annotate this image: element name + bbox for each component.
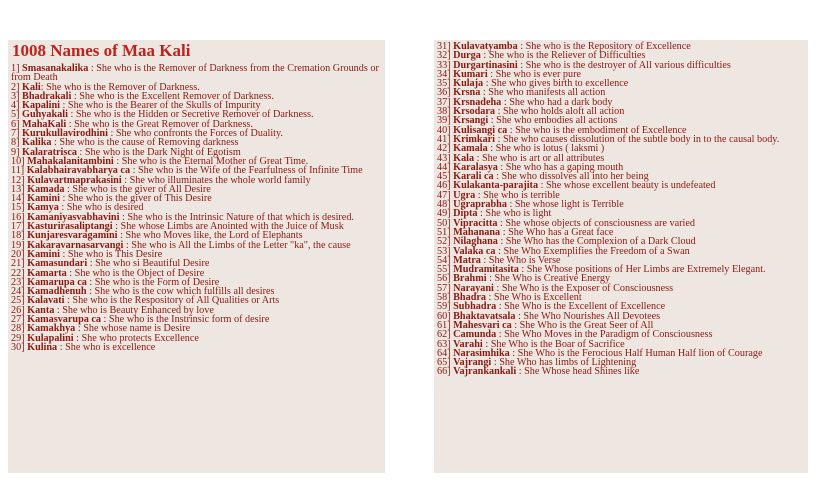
entry-number: 48] [437,199,451,211]
right-column [434,40,808,473]
entry-number: 9] [11,146,20,158]
entry-description: : She Who is the Excellent of Excellence [496,301,666,313]
entry-name: Kumari [453,68,488,80]
entry-description: : She who is desired [58,202,144,214]
entry-description: : She who is the giver of All Desire [64,183,211,195]
entry-description: : She Who Nourishes All Devotees [515,310,661,322]
entry-description: : She who is light [477,208,552,220]
entry-name: Krsangi [453,115,489,127]
entry-number: 52] [437,236,451,248]
entry-name: Brahmi [453,273,487,285]
entry-name: Kamasundari [27,258,88,270]
entry-name: Kakaravarnasarvangi [27,239,124,251]
entry-name: Kamala [453,143,488,155]
entry-number: 63] [437,338,451,350]
entry-name: Kulisangi ca [453,124,508,136]
entry-number: 64] [437,347,451,359]
entry-name: Mahesvari ca [453,319,512,331]
entry-name: Durga [453,50,481,62]
entry-description: : She Who is the Ferocious Half Human Half lion of Courage [509,347,763,359]
left-column [8,40,385,473]
entry-description: : She who embodies all actions [488,115,618,127]
entry-name: Kulapalini [27,332,74,344]
entry-name: Kamini [27,248,60,260]
entry-name: Kalavati [27,295,65,307]
entry-number: 65] [437,357,451,369]
entry-number: 44] [437,161,451,173]
entry-name: Kamarupa ca [27,276,87,288]
entry-description: : She who is the Instrinsic form of desire [101,314,270,326]
entry-description: : She Who is Excellent [485,292,582,304]
entry-name: Mahakalanitambini [27,155,114,167]
entry-name: Karali ca [453,171,494,183]
entry-name: Camunda [453,329,497,341]
entry-description: : She who is the cow which fulfills all desires [86,286,275,298]
entry-description: : She who confronts the Forces of Duality. [107,128,283,140]
entry-number: 51] [437,226,451,238]
entry-name: Varahi [453,338,483,350]
entry-name: Matra [453,254,481,266]
entry-number: 33] [437,59,451,71]
entry-name: Subhadra [453,301,497,313]
entry-description: : She who is This Desire [59,248,163,260]
entry-description: : She Who Moves in the Paradigm of Consciousness [496,329,713,341]
entry-description: : She who is ever pure [487,68,582,80]
entry-number: 36] [437,87,451,99]
entry-description: : She who is terrible [475,189,560,201]
entry-number: 22] [11,267,25,279]
name-entry [437,367,808,376]
entry-number: 27] [11,314,25,326]
entry-description: : She Who has the Complexion of a Dark Cloud [497,236,696,248]
entry-description: : She who holds aloft all action [495,106,625,118]
entry-name: Valaka ca [453,245,496,257]
entry-name: Vajrankankali [453,366,517,378]
entry-name: Kanta [27,304,55,316]
entry-number: 41] [437,133,451,145]
entry-description: : She who dissolves all into her being [493,171,649,183]
entry-number: 45] [437,171,451,183]
entry-description: : She who illuminates the whole world family [121,174,311,186]
entry-description: : She Who is Creative Energy [486,273,611,285]
entry-name: Vipracitta [453,217,498,229]
entry-number: 66] [437,366,451,378]
entry-number: 61] [437,319,451,331]
entry-description: : She whose Limbs are Anointed with the Juice of Musk [112,221,344,233]
entry-description: : She who is the Form of Desire [86,276,220,288]
entry-number: 21] [11,258,25,270]
entry-description: : She whose objects of consciousness are varied [497,217,695,229]
entry-name: Narayani [453,282,494,294]
entry-number: 37] [437,96,451,108]
entry-name: Kasturirasaliptangi [27,221,113,233]
entry-description: : She who is the Great Remover of Darkness. [66,118,253,130]
entry-number: 57] [437,282,451,294]
entry-description: : She who is the Excellent Remover of Darkness. [71,90,274,102]
entry-name: Kali [22,81,41,93]
entry-number: 23] [11,276,25,288]
entry-number: 4] [11,100,20,112]
entry-number: 39] [437,115,451,127]
entry-name: Kamadhenuh [27,286,87,298]
entry-description: : She Who is the Boar of Sacrifice [482,338,625,350]
entry-name: Kamasvarupa ca [27,314,101,326]
entry-name: Ugraprabha [453,199,507,211]
entry-description: : She who manifests all action [480,87,606,99]
entry-description: : She Whose positions of Her Limbs are Extremely Elegant. [518,264,766,276]
entry-number: 7] [11,128,20,140]
entry-number: 47] [437,189,451,201]
entry-number: 40] [437,124,451,136]
entry-number: 24] [11,286,25,298]
entry-number: 55] [437,264,451,276]
entry-name: Vajrangi [453,357,492,369]
entry-name: Kulavartmaprakasini [27,174,122,186]
entry-description: : She who gives birth to excellence [483,78,629,90]
entry-name: Kamada [27,183,65,195]
entry-description: : She who is lotus ( laksmi ) [487,143,605,155]
entry-number: 11] [11,165,25,177]
entry-description: : She who is excellence [57,341,156,353]
entry-number: 6] [11,118,20,130]
entry-name: Kamarta [27,267,67,279]
entry-description: : She who causes dissolution of the subtle body in to the causal body. [495,133,780,145]
entry-name: Durgartinasini [453,59,518,71]
entry-name: Kulakanta-parajita [453,180,539,192]
entry-name: Dipta [453,208,478,220]
entry-description: : She Who has limbs of Lightening [491,357,637,369]
entry-number: 59] [437,301,451,313]
entry-description: : She Who is the Great Seer of All [511,319,654,331]
entry-name: Kapalini [22,100,60,112]
entry-number: 25] [11,295,25,307]
entry-number: 1] [11,63,20,74]
entry-number: 13] [11,183,25,195]
entry-name: Kalika [22,137,52,149]
entry-description: : She who is Beauty Enhanced by love [54,304,214,316]
entry-number: 60] [437,310,451,322]
entry-name: Kunjaresvaragamini [27,230,118,242]
entry-name: Kamini [27,193,60,205]
entry-description: : She who is the Remover of Darkness. [40,81,200,93]
entry-description: : She who is the Intrinsic Nature of that which is desired. [119,211,354,223]
entry-number: 18] [11,230,25,242]
entry-name: Kamya [27,202,59,214]
entry-name: Bhaktavatsala [453,310,516,322]
entry-name: Krsodara [453,106,496,118]
entry-name: Kulina [27,341,58,353]
entry-name: Bhadra [453,292,486,304]
entry-number: 2] [11,81,20,93]
entry-description: : She who is the Dark Night of Egotism [76,146,241,158]
entry-number: 49] [437,208,451,220]
entry-name: Krsna [453,87,481,99]
entry-description: : She Who is Verse [480,254,561,266]
page-title: 1008 Names of Maa Kali [12,41,191,60]
entry-name: Kamaniyasvabhavini [27,211,120,223]
entry-description: : She whose light is Terrible [506,199,624,211]
entry-number: 62] [437,329,451,341]
entry-name: Kalabhairavabharya ca [26,165,131,177]
entry-number: 31] [437,41,451,52]
entry-description: : She who had a dark body [501,96,613,108]
entry-name: Kala [453,152,475,164]
entry-description: : She who is the Eternal Mother of Great Time. [113,155,309,167]
entry-number: 15] [11,202,25,214]
entry-number: 56] [437,273,451,285]
entry-description: : She who is All the Limbs of the Letter "ka", the cause [123,239,351,251]
entry-description: : She Whose head Shines like [516,366,640,378]
left-entry-list [8,64,385,352]
entry-name: Nilaghana [453,236,498,248]
right-entry-list [434,42,808,377]
entry-description: : She who is the giver of This Desire [59,193,212,205]
entry-number: 53] [437,245,451,257]
entry-number: 16] [11,211,25,223]
entry-description: : She who is the Reliever of Difficulties [480,50,646,62]
entry-description: : She who is the destroyer of All various difficulties [517,59,731,71]
entry-description: : She who is the Remover of Darkness from the Cremation Grounds or from Death [11,63,379,84]
entry-number: 3] [11,90,20,102]
entry-description: : She who is the Repository of Excellence [517,41,691,52]
entry-number: 38] [437,106,451,118]
entry-description: : She whose excellent beauty is undefeated [538,180,716,192]
entry-number: 17] [11,221,25,233]
entry-description: : She who si Beautiful Desire [87,258,210,270]
entry-description: : She Who is the Exposer of Consciousness [493,282,674,294]
entry-name: Mudramitasita [453,264,519,276]
entry-description: : She Who Exemplifies the Freedom of a Swan [495,245,690,257]
entry-name: Kalaratrisca [22,146,77,158]
entry-description: : She whose name is Desire [75,323,191,335]
entry-number: 20] [11,248,25,260]
entry-name: Narasimhika [453,347,510,359]
entry-description: : She who is the Wife of the Fearfulness of Infinite Time [130,165,363,177]
entry-name: Bhadrakali [22,90,72,102]
entry-name: Krsnadeha [453,96,502,108]
entry-description: : She who is art or all attributes [474,152,605,164]
entry-description: : She who is the cause of Removing darkness [51,137,239,149]
entry-number: 29] [11,332,25,344]
name-entry [11,343,385,352]
entry-name: Kamakhya [27,323,76,335]
entry-number: 26] [11,304,25,316]
entry-name: MahaKali [22,118,67,130]
entry-description: : She who is the Respository of All Qualities or Arts [64,295,280,307]
name-entry [11,64,385,83]
entry-number: 30] [11,341,25,353]
entry-description: : She Who has a Great face [500,226,614,238]
entry-name: Karalasya [453,161,498,173]
entry-description: : She who is the Object of Desire [66,267,205,279]
entry-number: 43] [437,152,451,164]
entry-name: Kulaja [453,78,484,90]
entry-number: 35] [437,78,451,90]
entry-description: : She who protects Excellence [73,332,199,344]
entry-description: : She who Moves like, the Lord of Elephants [117,230,303,242]
entry-number: 32] [437,50,451,62]
entry-description: : She who has a gaping mouth [497,161,624,173]
entry-number: 42] [437,143,451,155]
entry-name: Ugra [453,189,476,201]
entry-name: Kulavatyamba [453,41,518,52]
entry-name: Smasanakalika [22,63,89,74]
entry-name: Mahanana [453,226,501,238]
entry-name: Kurukullavirodhini [22,128,108,140]
entry-number: 10] [11,155,25,167]
entry-number: 34] [437,68,451,80]
entry-number: 19] [11,239,25,251]
entry-number: 58] [437,292,451,304]
entry-number: 8] [11,137,20,149]
entry-number: 14] [11,193,25,205]
entry-number: 50] [437,217,451,229]
entry-description: : She who is the embodiment of Excellence [507,124,687,136]
entry-number: 46] [437,180,451,192]
entry-number: 28] [11,323,25,335]
entry-name: Krimkari [453,133,496,145]
entry-description: : She who is the Bearer of the Skulls of Impurity [59,100,261,112]
entry-number: 54] [437,254,451,266]
entry-number: 12] [11,174,25,186]
entry-number: 5] [11,109,20,121]
entry-name: Guhyakali [22,109,68,121]
entry-description: : She who is the Hidden or Secretive Remover of Darkness. [67,109,314,121]
